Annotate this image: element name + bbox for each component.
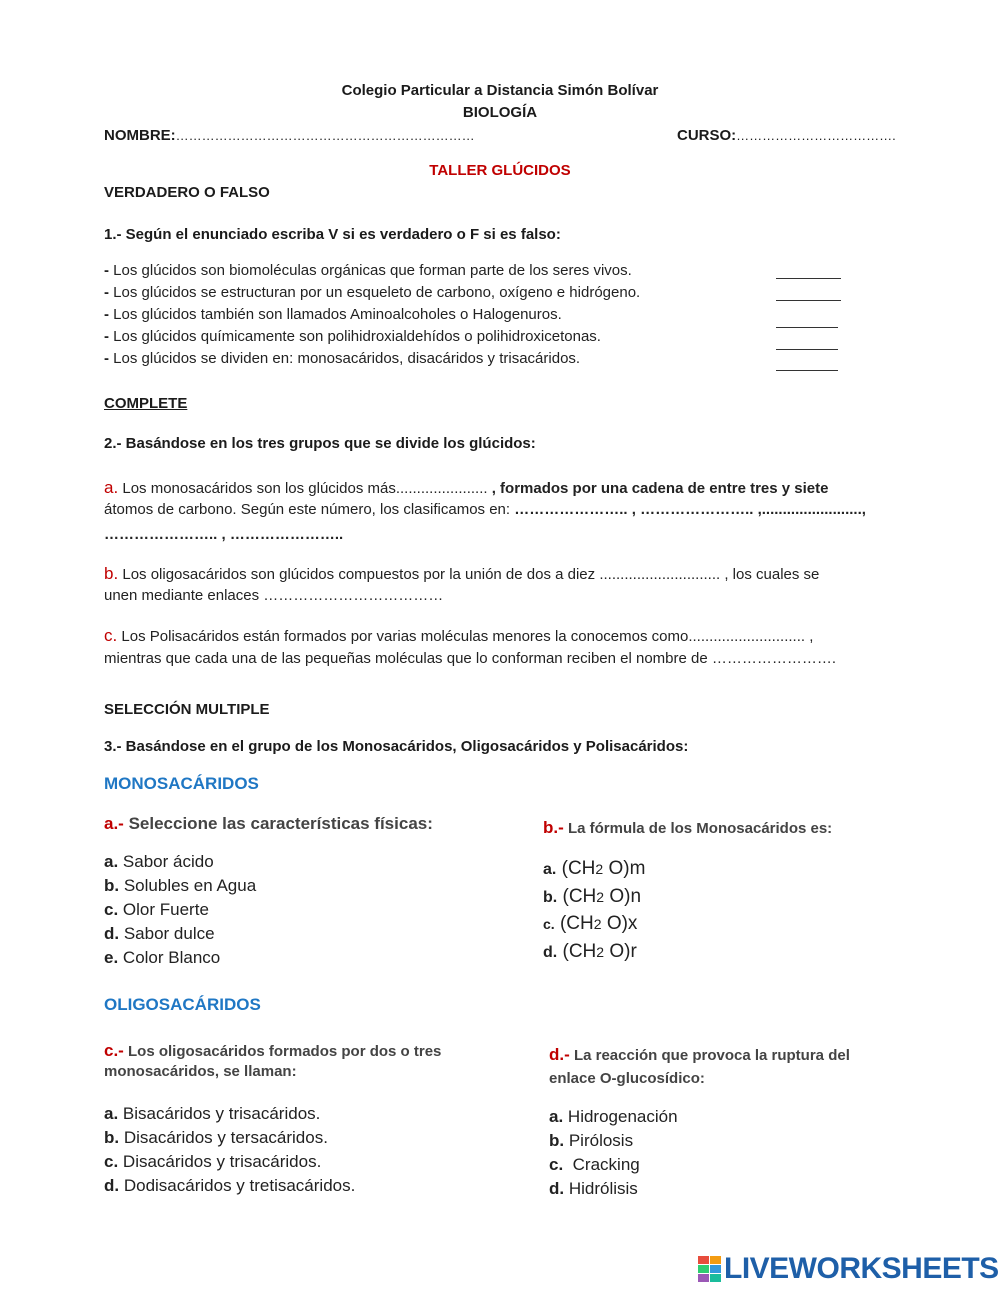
complete-a-line2: átomos de carbono. Según este número, los clasificamos en: ………………….. , ………………….. ,........................,: [104, 501, 866, 518]
complete-b-line1: b. Los oligosacáridos son glúcidos compuestos por la unión de dos a diez ............................. , los cuales se: [104, 564, 820, 583]
blank-a1[interactable]: ......................: [395, 480, 488, 497]
curso-label: CURSO:: [677, 127, 737, 144]
section3-question: 3.- Basándose en el grupo de los Monosacáridos, Oligosacáridos y Polisacáridos:: [104, 738, 689, 755]
qc-option-a[interactable]: a. Bisacáridos y trisacáridos.: [104, 1104, 321, 1123]
section1-title: VERDADERO O FALSO: [104, 184, 270, 201]
qd-option-b[interactable]: b. Pirólosis: [549, 1131, 634, 1150]
section2-title: COMPLETE: [104, 395, 188, 412]
oligo-heading: OLIGOSACÁRIDOS: [104, 995, 261, 1014]
logo-block: [710, 1256, 721, 1264]
question-c-line2: monosacáridos, se llaman:: [104, 1063, 297, 1080]
qc-option-b[interactable]: b. Disacáridos y tersacáridos.: [104, 1128, 328, 1147]
blank-a2[interactable]: ………………….. , ………………….. ,........................,: [514, 501, 866, 518]
liveworksheets-logo: [698, 1252, 999, 1286]
logo-block: [710, 1274, 721, 1282]
qc-option-d[interactable]: d. Dodisacáridos y tretisacáridos.: [104, 1176, 356, 1195]
blank-a3[interactable]: ………………….. , …………………..: [104, 526, 344, 543]
complete-b-line2: unen mediante enlaces ………………………………: [104, 587, 444, 604]
qd-option-d[interactable]: d. Hidrólisis: [549, 1179, 638, 1198]
tf-item-2: - Los glúcidos se estructuran por un esqueleto de carbono, oxígeno e hidrógeno.: [104, 284, 641, 301]
section1-question: 1.- Según el enunciado escriba V si es verdadero o F si es falso:: [104, 226, 561, 243]
complete-c-line2: mientras que cada una de las pequeñas moléculas que lo conforman reciben el nombre de …………………….: [104, 650, 837, 667]
question-c-line1: c.- Los oligosacáridos formados por dos o tres: [104, 1041, 442, 1060]
tf-item-5: - Los glúcidos se dividen en: monosacáridos, disacáridos y trisacáridos.: [104, 350, 581, 367]
complete-a-line1: a. Los monosacáridos son los glúcidos más...................... , formados por una cadena de entre tres y siete: [104, 478, 829, 497]
answer-blank-1[interactable]: [776, 278, 841, 279]
qa-option-d[interactable]: d. Sabor dulce: [104, 924, 215, 943]
question-d-line2: enlace O-glucosídico:: [549, 1070, 705, 1087]
curso-row: [677, 127, 896, 144]
qb-option-a[interactable]: a. (CH2 O)m: [543, 858, 646, 879]
question-d-line1: d.- La reacción que provoca la ruptura del: [549, 1045, 850, 1064]
nombre-label: NOMBRE:: [104, 127, 176, 144]
logo-block: [698, 1265, 709, 1273]
question-a: a.- Seleccione las características físicas:: [104, 814, 433, 833]
qb-option-d[interactable]: d. (CH2 O)r: [543, 941, 637, 962]
school-name: Colegio Particular a Distancia Simón Bolívar: [341, 82, 659, 99]
answer-blank-2[interactable]: [776, 300, 841, 301]
question-b: b.- La fórmula de los Monosacáridos es:: [543, 818, 833, 837]
section3-title: SELECCIÓN MULTIPLE: [104, 701, 270, 718]
tf-item-1: - Los glúcidos son biomoléculas orgánicas que forman parte de los seres vivos.: [104, 262, 632, 279]
logo-block: [698, 1274, 709, 1282]
qa-option-b[interactable]: b. Solubles en Agua: [104, 876, 257, 895]
nombre-row: [104, 127, 475, 144]
answer-blank-5[interactable]: [776, 370, 838, 371]
section2-question: 2.- Basándose en los tres grupos que se divide los glúcidos:: [104, 435, 536, 452]
logo-block: [710, 1265, 721, 1273]
qa-option-e[interactable]: e. Color Blanco: [104, 948, 221, 967]
logo-block: [698, 1256, 709, 1264]
curso-field[interactable]: ……………………………….: [736, 128, 896, 143]
answer-blank-3[interactable]: [776, 327, 838, 328]
mono-heading: MONOSACÁRIDOS: [104, 774, 259, 793]
qa-option-a[interactable]: a. Sabor ácido: [104, 852, 214, 871]
qa-option-c[interactable]: c. Olor Fuerte: [104, 900, 209, 919]
nombre-field[interactable]: ……………………………………………………………: [175, 128, 475, 143]
complete-c-line1: c. Los Polisacáridos están formados por varias moléculas menores la conocemos como............................ ,: [104, 626, 814, 645]
tf-item-3: - Los glúcidos también son llamados Aminoalcoholes o Halogenuros.: [104, 306, 562, 323]
logo-text: LIVEWORKSHEETS: [724, 1252, 999, 1285]
qb-option-b[interactable]: b. (CH2 O)n: [543, 886, 642, 907]
qd-option-c[interactable]: c. Cracking: [549, 1155, 640, 1174]
qc-option-c[interactable]: c. Disacáridos y trisacáridos.: [104, 1152, 322, 1171]
tf-item-4: - Los glúcidos químicamente son polihidroxialdehídos o polihidroxicetonas.: [104, 328, 601, 345]
logo-blocks-icon: [698, 1256, 721, 1282]
qd-option-a[interactable]: a. Hidrogenación: [549, 1107, 678, 1126]
subject-title: BIOLOGÍA: [462, 104, 538, 121]
qb-option-c[interactable]: c. (CH2 O)x: [543, 913, 638, 934]
answer-blank-4[interactable]: [776, 349, 838, 350]
taller-title: TALLER GLÚCIDOS: [429, 162, 571, 179]
